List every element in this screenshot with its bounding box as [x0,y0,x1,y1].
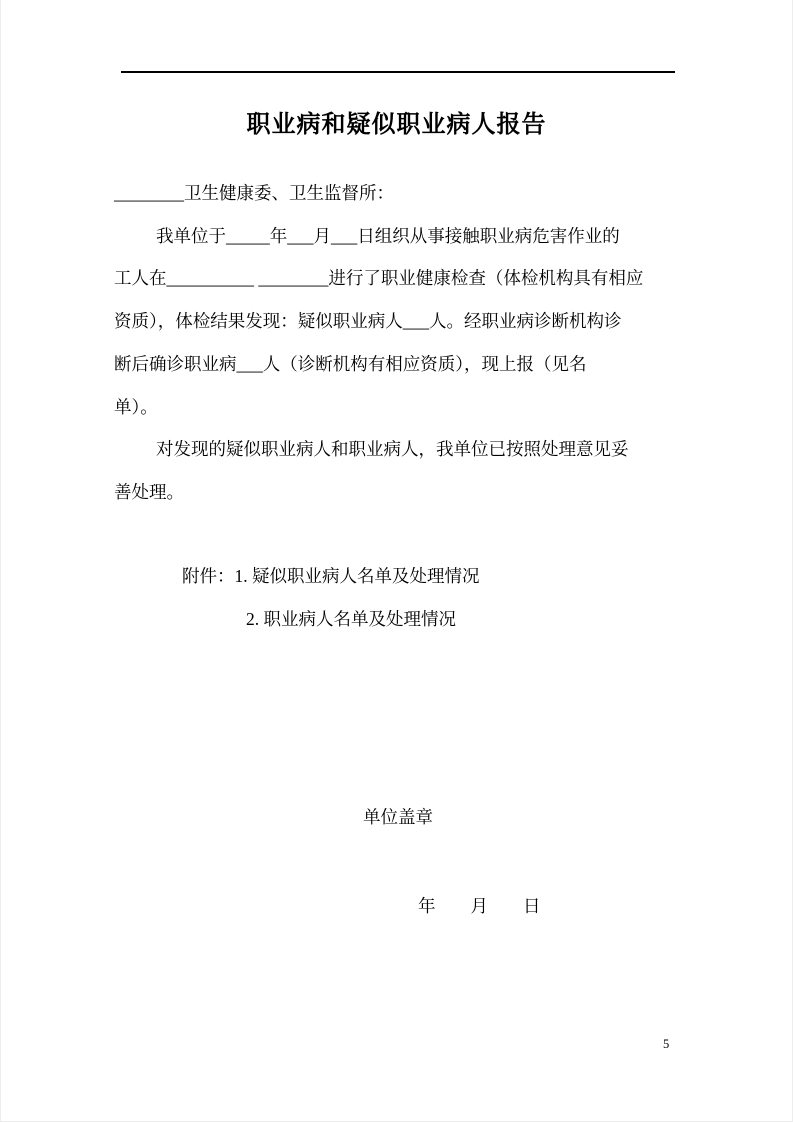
salutation-line: ________卫生健康委、卫生监督所： [114,183,394,203]
page-title: 职业病和疑似职业病人报告 [246,112,547,139]
paragraph-line: 对发现的疑似职业病人和职业病人，我单位已按照处理意见妥 [156,439,629,460]
date-line: 年 月 日 [418,896,541,916]
header-rule-divider [121,71,675,73]
paragraph-line: 单）。 [114,396,158,417]
attachment-item-2: 2. 职业病人名单及处理情况 [246,608,456,629]
unit-seal-label: 单位盖章 [363,807,433,827]
attachments-list [114,555,694,640]
paragraph-line: 断后确诊职业病___人（诊断机构有相应资质），现上报（见名 [114,353,587,374]
page-number: 5 [663,1037,670,1051]
paragraph-line: 善处理。 [114,481,184,502]
paragraph-line: 资质），体检结果发现：疑似职业病人___人。经职业病诊断机构诊 [114,311,622,332]
document-body [114,172,694,514]
attachment-item-1: 附件：1. 疑似职业病人名单及处理情况 [182,566,480,586]
paragraph-line: 工人在__________ ________进行了职业健康检查（体检机构具有相应 [114,268,644,289]
paragraph-line: 我单位于_____年___月___日组织从事接触职业病危害作业的 [156,225,620,246]
